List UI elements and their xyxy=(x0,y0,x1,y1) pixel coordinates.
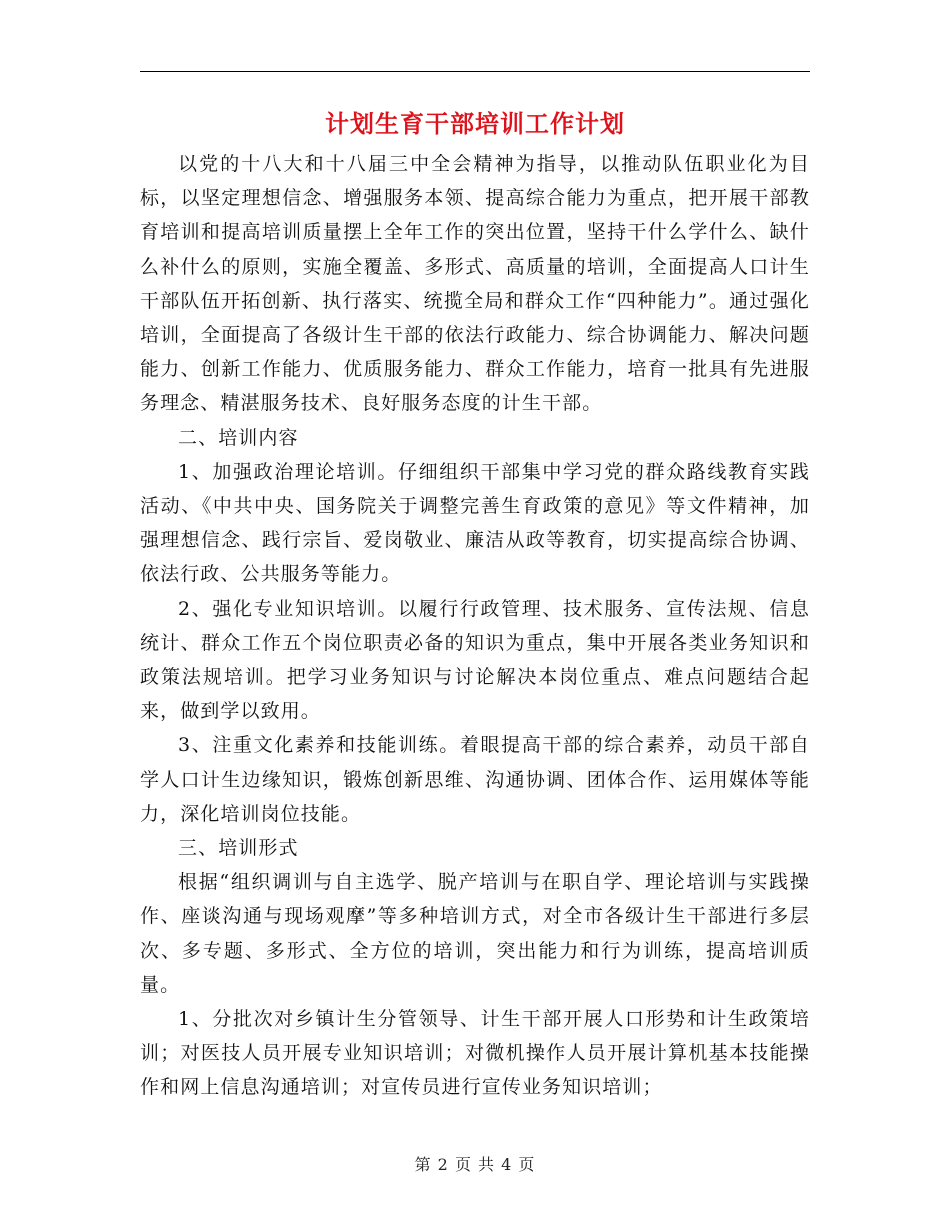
section-heading-content: 二、培训内容 xyxy=(178,426,299,449)
section-heading-format: 三、培训形式 xyxy=(178,837,299,860)
paragraph-item: 1、加强政治理论培训。仔细组织干部集中学习党的群众路线教育实践活动、《中共中央、国务院关于调整完善生育政策的意见》等文件精神，加强理想信念、践行宗旨、爱岗敬业、廉洁从政等教育，切实提高综合协调、依法行政、公共服务等能力。 xyxy=(140,460,810,586)
paragraph-item: 3、注重文化素养和技能训练。着眼提高干部的综合素养，动员干部自学人口计生边缘知识，锻炼创新思维、沟通协调、团体合作、运用媒体等能力，深化培训岗位技能。 xyxy=(140,734,810,825)
paragraph-format: 根据“组织调训与自主选学、脱产培训与在职自学、理论培训与实践操作、座谈沟通与现场观摩”等多种培训方式，对全市各级计生干部进行多层次、多专题、多形式、全方位的培训，突出能力和行为训练，提高培训质量。 xyxy=(140,871,810,996)
paragraph-intro: 以党的十八大和十八届三中全会精神为指导，以推动队伍职业化为目标，以坚定理想信念、增强服务本领、提高综合能力为重点，把开展干部教育培训和提高培训质量摆上全年工作的突出位置，坚持干什么学什么、缺什么补什么的原则，实施全覆盖、多形式、高质量的培训，全面提高人口计生干部队伍开拓创新、执行落实、统揽全局和群众工作“四种能力”。通过强化培训，全面提高了各级计生干部的依法行政能力、综合协调能力、解决问题能力、创新工作能力、优质服务能力、群众工作能力，培育一批具有先进服务理念、精湛服务技术、良好服务态度的计生干部。 xyxy=(140,153,810,415)
document-title: 计划生育干部培训工作计划 xyxy=(325,109,625,138)
page-number: 第 2 页 共 4 页 xyxy=(414,1155,536,1174)
paragraph-item: 1、分批次对乡镇计生分管领导、计生干部开展人口形势和计生政策培训；对医技人员开展专业知识培训；对微机操作人员开展计算机基本技能操作和网上信息沟通培训；对宣传员进行宣传业务知识培训； xyxy=(140,1008,810,1099)
document-body xyxy=(140,147,810,1105)
paragraph-item: 2、强化专业知识培训。以履行行政管理、技术服务、宣传法规、信息统计、群众工作五个岗位职责必备的知识为重点，集中开展各类业务知识和政策法规培训。把学习业务知识与讨论解决本岗位重点、难点问题结合起来，做到学以致用。 xyxy=(140,597,810,723)
header-rule xyxy=(140,71,810,72)
